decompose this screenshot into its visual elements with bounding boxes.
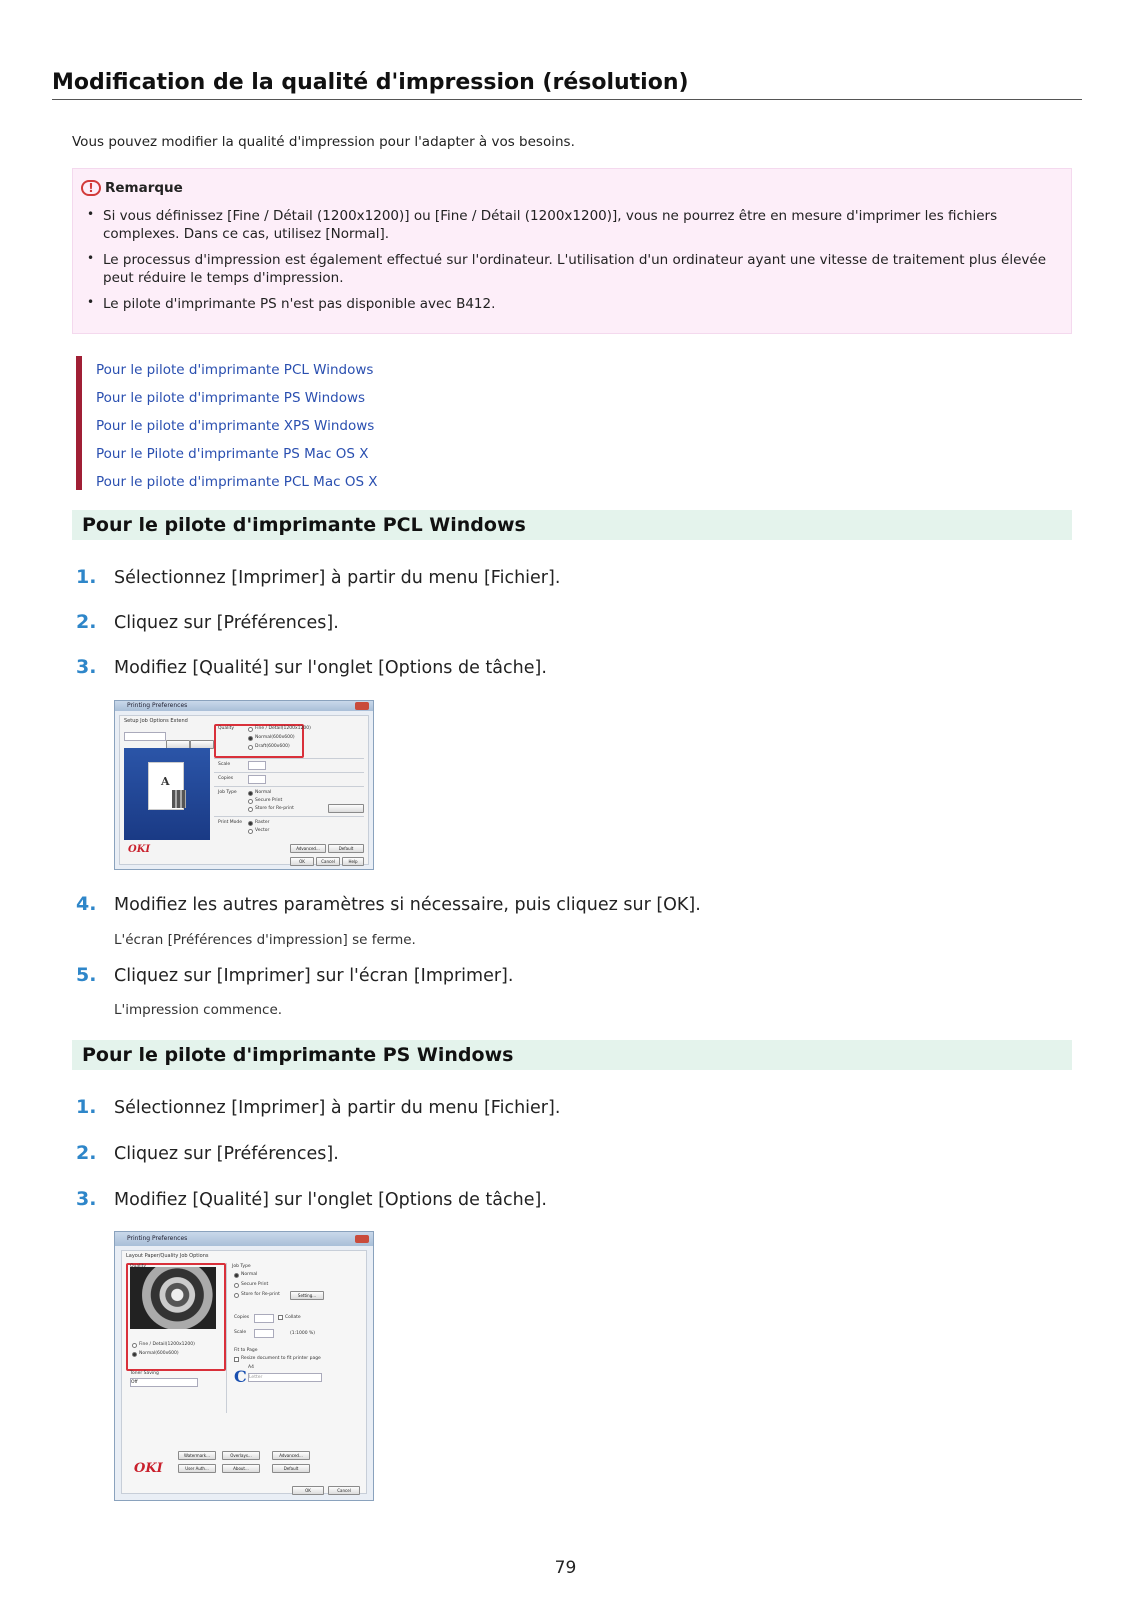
window-title: Printing Preferences xyxy=(127,702,188,709)
dialog-body xyxy=(119,715,369,865)
job-type-secure: Secure Print xyxy=(241,1282,269,1287)
job-type-normal: Normal xyxy=(241,1272,258,1277)
setting-select xyxy=(124,732,166,741)
intro-text: Vous pouvez modifier la qualité d'impression pour l'adapter à vos besoins. xyxy=(72,134,575,150)
step-number: 2. xyxy=(76,611,97,633)
divider xyxy=(226,1263,227,1413)
copies-field xyxy=(254,1314,274,1323)
radio-secure-print xyxy=(234,1283,239,1288)
job-type-label: Job Type xyxy=(232,1264,251,1269)
link-pcl-windows[interactable]: Pour le pilote d'imprimante PCL Windows xyxy=(96,362,374,378)
dialog-tabs: Setup Job Options Extend xyxy=(124,718,188,724)
window-title: Printing Preferences xyxy=(127,1235,188,1242)
scale-label: Scale xyxy=(234,1330,247,1335)
quality-label: Quality xyxy=(218,726,235,731)
copies-label: Copies xyxy=(234,1315,250,1320)
step-text: Modifiez [Qualité] sur l'onglet [Options de tâche]. xyxy=(114,1190,547,1210)
help-button: Help xyxy=(342,857,364,866)
fit-to-page-label: Fit to Page xyxy=(234,1348,258,1353)
job-type-normal: Normal xyxy=(255,790,272,795)
note-heading xyxy=(81,177,183,199)
step-number: 1. xyxy=(76,566,97,588)
divider xyxy=(214,786,364,787)
step-number: 1. xyxy=(76,1096,97,1118)
scale-label: Scale xyxy=(218,762,231,767)
note-item xyxy=(85,295,1055,313)
bullet-icon: • xyxy=(87,251,95,265)
close-icon xyxy=(355,702,369,710)
toner-saving-select: Off xyxy=(130,1378,198,1387)
link-pcl-mac[interactable]: Pour le pilote d'imprimante PCL Mac OS X xyxy=(96,474,378,490)
job-type-store: Store for Re-print xyxy=(241,1292,280,1297)
radio-vector xyxy=(248,829,253,834)
dialog-tabs: Layout Paper/Quality Job Options xyxy=(126,1253,209,1259)
note-heading-label: Remarque xyxy=(105,180,183,196)
resize-checkbox xyxy=(234,1357,239,1362)
step-text: Modifiez les autres paramètres si nécessaire, puis cliquez sur [OK]. xyxy=(114,895,701,915)
ok-button: OK xyxy=(292,1486,324,1495)
cancel-button: Cancel xyxy=(328,1486,360,1495)
step-result: L'écran [Préférences d'impression] se ferme. xyxy=(114,932,416,948)
step xyxy=(76,566,560,588)
step-text: Modifiez [Qualité] sur l'onglet [Options de tâche]. xyxy=(114,658,547,678)
screenshot-pcl-preferences xyxy=(114,700,374,870)
printer-icon xyxy=(172,790,186,808)
radio-fine xyxy=(132,1343,137,1348)
step-result: L'impression commence. xyxy=(114,1002,283,1018)
section-heading-pcl-windows: Pour le pilote d'imprimante PCL Windows xyxy=(72,510,1072,540)
step-number: 5. xyxy=(76,964,97,986)
step xyxy=(76,611,339,633)
cancel-button: Cancel xyxy=(316,857,340,866)
radio-normal xyxy=(248,736,253,741)
note-item xyxy=(85,251,1055,287)
advanced-button: Advanced... xyxy=(272,1451,310,1460)
fit-size-label: A4 xyxy=(248,1365,254,1370)
radio-raster xyxy=(248,821,253,826)
link-xps-windows[interactable]: Pour le pilote d'imprimante XPS Windows xyxy=(96,418,375,434)
oki-logo: OKI xyxy=(134,1461,163,1476)
default-button: Default xyxy=(272,1464,310,1473)
close-icon xyxy=(355,1235,369,1243)
page-title: Modification de la qualité d'impression (résolution) xyxy=(52,70,1082,100)
step xyxy=(76,1142,339,1164)
job-type-label: Job Type xyxy=(218,790,237,795)
copies-field xyxy=(248,775,266,784)
note-list xyxy=(85,207,1055,321)
screenshot-ps-preferences xyxy=(114,1231,374,1501)
step-number: 4. xyxy=(76,893,97,915)
option-draft: Draft(600x600) xyxy=(255,744,290,749)
option-normal: Normal(600x600) xyxy=(139,1351,179,1356)
preview-pane xyxy=(124,748,210,840)
job-type-secure: Secure Print xyxy=(255,798,283,803)
page-number: 79 xyxy=(554,1558,577,1578)
ok-button: OK xyxy=(290,857,314,866)
step xyxy=(76,893,701,915)
window-titlebar xyxy=(115,701,373,711)
oki-logo: OKI xyxy=(128,844,151,855)
step xyxy=(76,1096,560,1118)
radio-secure-print xyxy=(248,799,253,804)
user-auth-button: User Auth... xyxy=(178,1464,216,1473)
print-mode-vector: Vector xyxy=(255,828,270,833)
dialog-body xyxy=(121,1250,367,1494)
step-text: Cliquez sur [Imprimer] sur l'écran [Imprimer]. xyxy=(114,966,514,986)
step xyxy=(76,656,547,678)
step-number: 2. xyxy=(76,1142,97,1164)
bullet-icon: • xyxy=(87,207,95,221)
setting-button xyxy=(328,804,364,813)
print-mode-raster: Raster xyxy=(255,820,270,825)
radio-normal xyxy=(132,1352,137,1357)
option-fine: Fine / Detail(1200x1200) xyxy=(139,1342,195,1347)
document-letter-icon: A xyxy=(161,775,170,788)
step-text: Cliquez sur [Préférences]. xyxy=(114,613,339,633)
window-titlebar xyxy=(115,1232,373,1246)
step xyxy=(76,1188,547,1210)
watermark-button: Watermark... xyxy=(178,1451,216,1460)
step-text: Sélectionnez [Imprimer] à partir du menu [Fichier]. xyxy=(114,1098,561,1118)
scale-range: (1:1000 %) xyxy=(290,1331,316,1336)
divider xyxy=(214,758,364,759)
link-ps-mac[interactable]: Pour le Pilote d'imprimante PS Mac OS X xyxy=(96,446,369,462)
section-links xyxy=(76,356,378,490)
fit-size-select: Letter xyxy=(248,1373,322,1382)
note-item-text: Le pilote d'imprimante PS n'est pas disponible avec B412. xyxy=(103,296,496,312)
radio-store-reprint xyxy=(234,1293,239,1298)
step-number: 3. xyxy=(76,656,97,678)
radio-fine xyxy=(248,727,253,732)
collate-checkbox xyxy=(278,1315,283,1320)
setting-button: Setting... xyxy=(290,1291,324,1300)
radio-draft xyxy=(248,745,253,750)
page-orientation-icon: C xyxy=(234,1367,247,1386)
advanced-button: Advanced... xyxy=(290,844,326,853)
resize-label: Resize document to fit printer page xyxy=(241,1356,321,1361)
option-fine: Fine / Detail(1200x1200) xyxy=(255,726,311,731)
divider xyxy=(214,772,364,773)
radio-job-normal xyxy=(248,791,253,796)
toner-saving-label: Toner Saving xyxy=(130,1371,159,1376)
note-item-text: Le processus d'impression est également effectué sur l'ordinateur. L'utilisation d'un ordinateur ayant une vitesse de traitement plus élevée peut réduire le temps d'impression. xyxy=(103,252,1047,286)
note-item-text: Si vous définissez [Fine / Détail (1200x1200)] ou [Fine / Détail (1200x1200)], vous ne pourrez être en mesure d'imprimer les fichiers complexes. Dans ce cas, utilisez [Normal]. xyxy=(103,208,998,242)
overlays-button: Overlays... xyxy=(222,1451,260,1460)
link-ps-windows[interactable]: Pour le pilote d'imprimante PS Windows xyxy=(96,390,366,406)
step-text: Cliquez sur [Préférences]. xyxy=(114,1144,339,1164)
bullet-icon: • xyxy=(87,295,95,309)
scale-field xyxy=(254,1329,274,1338)
default-button: Default xyxy=(328,844,364,853)
radio-job-normal xyxy=(234,1273,239,1278)
step xyxy=(76,964,513,986)
note-item xyxy=(85,207,1055,243)
section-heading-ps-windows: Pour le pilote d'imprimante PS Windows xyxy=(72,1040,1072,1070)
scale-field xyxy=(248,761,266,770)
print-mode-label: Print Mode xyxy=(218,820,243,825)
step-number: 3. xyxy=(76,1188,97,1210)
step-text: Sélectionnez [Imprimer] à partir du menu [Fichier]. xyxy=(114,568,561,588)
radio-store-reprint xyxy=(248,807,253,812)
option-normal: Normal(600x600) xyxy=(255,735,295,740)
copies-label: Copies xyxy=(218,776,234,781)
divider xyxy=(214,816,364,817)
note-box xyxy=(72,168,1072,334)
collate-label: Collate xyxy=(285,1315,301,1320)
about-button: About... xyxy=(222,1464,260,1473)
job-type-store: Store for Re-print xyxy=(255,806,294,811)
butterfly-preview-image xyxy=(130,1267,216,1329)
exclamation-icon: ! xyxy=(81,180,101,196)
